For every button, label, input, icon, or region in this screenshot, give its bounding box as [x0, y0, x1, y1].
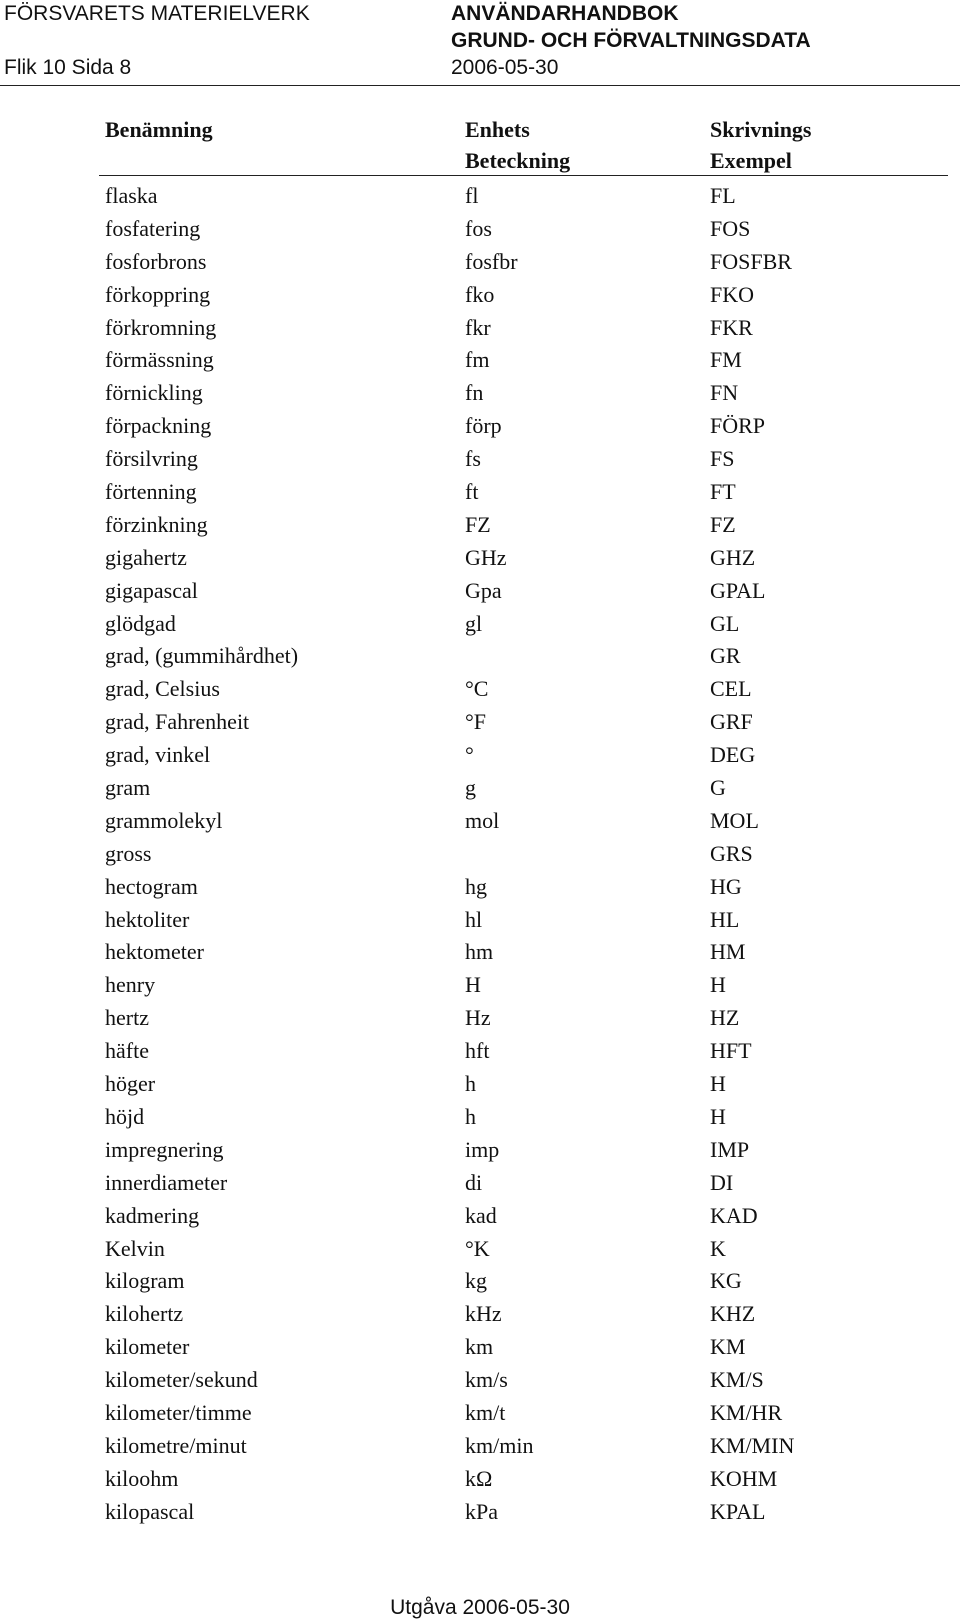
cell-name: kilopascal — [105, 1498, 195, 1524]
cell-name: förzinkning — [105, 511, 208, 537]
table-row — [0, 1396, 960, 1429]
cell-unit: hft — [465, 1038, 490, 1064]
organization-name: FÖRSVARETS MATERIELVERK — [4, 2, 310, 25]
cell-name: flaska — [105, 183, 158, 208]
cell-unit: fm — [465, 347, 490, 373]
cell-name: grammolekyl — [105, 807, 223, 833]
table-row — [0, 1462, 960, 1495]
table-row — [0, 968, 960, 1001]
cell-example: G — [710, 775, 726, 801]
table-row — [0, 1067, 960, 1100]
cell-name: förkoppring — [105, 281, 211, 307]
cell-name: hektoliter — [105, 906, 190, 932]
cell-unit: kPa — [465, 1498, 498, 1524]
table-row — [0, 1297, 960, 1330]
document-title: ANVÄNDARHANDBOK — [451, 2, 679, 25]
cell-name: kilometer/sekund — [105, 1367, 258, 1393]
cell-unit: gl — [465, 610, 483, 636]
table-row — [0, 1495, 960, 1528]
cell-name: hektometer — [105, 939, 204, 965]
cell-name: grad, Fahrenheit — [105, 709, 250, 735]
cell-name: höger — [105, 1071, 156, 1097]
cell-example: GRF — [710, 709, 753, 735]
cell-name: fosfatering — [105, 215, 201, 241]
cell-name: kilometer/timme — [105, 1399, 252, 1425]
cell-unit: FZ — [465, 511, 491, 537]
table-row — [0, 639, 960, 672]
cell-example: FKR — [710, 314, 753, 340]
cell-example: FOS — [710, 215, 751, 241]
cell-example: DEG — [710, 742, 756, 768]
cell-unit: imp — [465, 1136, 500, 1162]
table-row — [0, 1330, 960, 1363]
cell-unit: kHz — [465, 1301, 502, 1327]
table-row — [0, 212, 960, 245]
cell-name: hectogram — [105, 873, 198, 899]
cell-name: grad, Celsius — [105, 676, 220, 702]
cell-example: HM — [710, 939, 746, 965]
cell-example: H — [710, 972, 726, 998]
table-row — [0, 1264, 960, 1297]
table-row — [0, 738, 960, 771]
cell-example: KM/MIN — [710, 1432, 795, 1458]
table-row — [0, 1363, 960, 1396]
cell-name: förmässning — [105, 347, 214, 373]
table-row — [0, 804, 960, 837]
cell-example: KHZ — [710, 1301, 756, 1327]
cell-name: gross — [105, 840, 152, 866]
cell-name: grad, vinkel — [105, 742, 211, 768]
cell-example: HZ — [710, 1005, 740, 1031]
cell-name: förnickling — [105, 380, 203, 406]
table-row — [0, 409, 960, 442]
cell-name: kilogram — [105, 1268, 185, 1294]
cell-unit: förp — [465, 413, 502, 439]
cell-example: FZ — [710, 511, 736, 537]
cell-unit: fosfbr — [465, 248, 518, 274]
table-row — [0, 837, 960, 870]
header-date: 2006-05-30 — [451, 56, 559, 79]
cell-example: FÖRP — [710, 413, 766, 439]
cell-example: CEL — [710, 676, 752, 702]
table-row — [0, 245, 960, 278]
cell-example: HL — [710, 906, 740, 932]
cell-unit: GHz — [465, 544, 507, 570]
cell-example: KM/HR — [710, 1399, 783, 1425]
unit-table-body — [0, 179, 960, 1528]
cell-example: FT — [710, 479, 736, 505]
cell-name: kilohertz — [105, 1301, 184, 1327]
cell-unit: °F — [465, 709, 487, 735]
cell-example: KM/S — [710, 1367, 764, 1393]
cell-unit: km/min — [465, 1432, 534, 1458]
cell-name: försilvring — [105, 446, 198, 472]
table-row — [0, 1429, 960, 1462]
cell-example: HG — [710, 873, 742, 899]
document-subtitle: GRUND- OCH FÖRVALTNINGSDATA — [451, 29, 811, 52]
cell-unit: ft — [465, 479, 479, 505]
cell-name: förkromning — [105, 314, 217, 340]
cell-name: Kelvin — [105, 1235, 165, 1261]
cell-example: KOHM — [710, 1465, 778, 1491]
table-row — [0, 607, 960, 640]
cell-unit: Gpa — [465, 577, 502, 603]
cell-name: gram — [105, 775, 151, 801]
cell-example: FOSFBR — [710, 248, 792, 274]
cell-example: HFT — [710, 1038, 752, 1064]
table-row — [0, 475, 960, 508]
table-row — [0, 903, 960, 936]
cell-example: FS — [710, 446, 735, 472]
column-header-example-line2: Exempel — [710, 148, 792, 173]
cell-name: höjd — [105, 1103, 145, 1129]
cell-unit: H — [465, 972, 481, 998]
cell-example: FM — [710, 347, 742, 373]
table-row — [0, 1166, 960, 1199]
column-header-name: Benämning — [105, 117, 213, 142]
table-row — [0, 343, 960, 376]
cell-example: KPAL — [710, 1498, 766, 1524]
table-row — [0, 1100, 960, 1133]
cell-unit: kg — [465, 1268, 487, 1294]
cell-unit: °K — [465, 1235, 490, 1261]
cell-name: impregnering — [105, 1136, 224, 1162]
edition-footer: Utgåva 2006-05-30 — [390, 1596, 570, 1619]
cell-unit: fkr — [465, 314, 491, 340]
cell-example: FN — [710, 380, 739, 406]
cell-name: kilometer — [105, 1334, 190, 1360]
table-row — [0, 771, 960, 804]
cell-example: KM — [710, 1334, 746, 1360]
table-header-rule — [99, 175, 948, 176]
cell-name: innerdiameter — [105, 1169, 228, 1195]
cell-name: kiloohm — [105, 1465, 179, 1491]
cell-example: KG — [710, 1268, 742, 1294]
cell-name: kilometre/minut — [105, 1432, 247, 1458]
cell-name: glödgad — [105, 610, 176, 636]
cell-unit: km — [465, 1334, 494, 1360]
cell-example: H — [710, 1071, 726, 1097]
table-row — [0, 278, 960, 311]
cell-unit: Hz — [465, 1005, 491, 1031]
cell-name: hertz — [105, 1005, 149, 1031]
table-row — [0, 1001, 960, 1034]
column-header-unit-line1: Enhets — [465, 117, 530, 142]
cell-example: GHZ — [710, 544, 756, 570]
cell-unit: ° — [465, 742, 474, 768]
cell-unit: km/t — [465, 1399, 506, 1425]
cell-example: MOL — [710, 807, 759, 833]
table-row — [0, 508, 960, 541]
table-row — [0, 870, 960, 903]
table-row — [0, 935, 960, 968]
cell-unit: hg — [465, 873, 487, 899]
table-row — [0, 1133, 960, 1166]
cell-example: GPAL — [710, 577, 766, 603]
cell-example: FKO — [710, 281, 755, 307]
table-row — [0, 376, 960, 409]
table-row — [0, 179, 960, 212]
table-row — [0, 574, 960, 607]
cell-example: GRS — [710, 840, 753, 866]
cell-name: grad, (gummihårdhet) — [105, 643, 299, 669]
cell-unit: km/s — [465, 1367, 508, 1393]
cell-name: fosforbrons — [105, 248, 207, 274]
cell-name: gigahertz — [105, 544, 187, 570]
table-row — [0, 705, 960, 738]
cell-unit: hl — [465, 906, 483, 932]
cell-unit: hm — [465, 939, 494, 965]
cell-example: K — [710, 1235, 726, 1261]
cell-unit: kΩ — [465, 1465, 493, 1491]
cell-unit: mol — [465, 807, 500, 833]
table-row — [0, 311, 960, 344]
cell-example: KAD — [710, 1202, 758, 1228]
cell-unit: h — [465, 1103, 476, 1129]
table-row — [0, 672, 960, 705]
cell-example: H — [710, 1103, 726, 1129]
cell-unit: fs — [465, 446, 481, 472]
cell-unit: h — [465, 1071, 476, 1097]
cell-unit: fos — [465, 215, 492, 241]
cell-name: henry — [105, 972, 156, 998]
cell-name: gigapascal — [105, 577, 198, 603]
cell-example: DI — [710, 1169, 734, 1195]
cell-unit: fn — [465, 380, 484, 406]
cell-name: kadmering — [105, 1202, 200, 1228]
cell-unit: di — [465, 1169, 483, 1195]
cell-name: förtenning — [105, 479, 197, 505]
cell-name: häfte — [105, 1038, 149, 1064]
column-header-unit-line2: Beteckning — [465, 148, 571, 173]
cell-example: IMP — [710, 1136, 750, 1162]
column-header-example-line1: Skrivnings — [710, 117, 812, 142]
cell-unit: fl — [465, 183, 479, 208]
cell-unit: kad — [465, 1202, 497, 1228]
table-row — [0, 541, 960, 574]
table-row — [0, 442, 960, 475]
header-rule — [0, 85, 960, 86]
cell-example: GL — [710, 610, 740, 636]
cell-example: GR — [710, 643, 741, 669]
table-row — [0, 1232, 960, 1265]
cell-unit: °C — [465, 676, 489, 702]
table-row — [0, 1034, 960, 1067]
cell-unit: g — [465, 775, 476, 801]
table-row — [0, 1199, 960, 1232]
cell-unit: fko — [465, 281, 495, 307]
cell-name: förpackning — [105, 413, 212, 439]
cell-example: FL — [710, 183, 736, 208]
tab-page-indicator: Flik 10 Sida 8 — [4, 56, 132, 79]
